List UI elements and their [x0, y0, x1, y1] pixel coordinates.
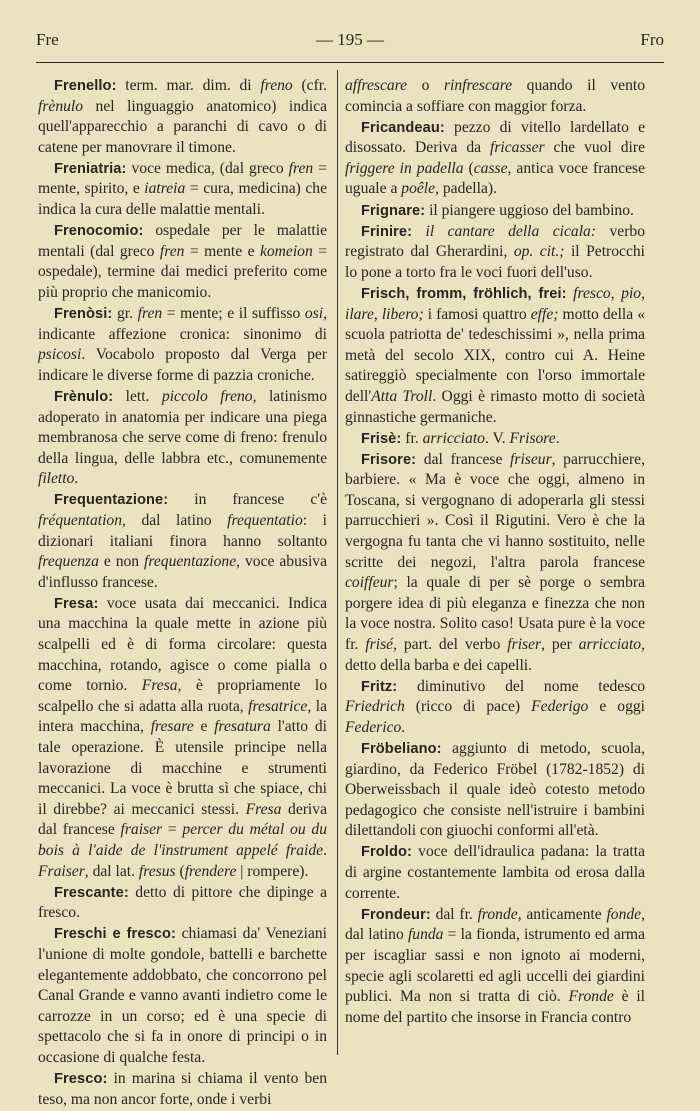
entry-definition: il cantare della cicala: verbo registrato dal Gherardini, op. cit.; il Petrocchi lo pone a torto fra le voci fuori dell'uso. — [345, 222, 646, 281]
entry-definition: gr. fren = mente; e il suffisso osi, indicante affezione cronica: sinonimo di psicosi. Vocabolo proposto dal Verga per indicare le diverse forme di pazzia croniche. — [38, 305, 327, 384]
entry-headword: Frinire: — [361, 223, 413, 240]
entry-definition: voce medica, (dal greco fren = mente, spirito, e iatreia = cura, medicina) che indica la cura delle malattie mentali. — [38, 159, 328, 219]
entry-headword: Freschi e fresco: — [54, 926, 176, 943]
dictionary-entry — [38, 76, 327, 158]
dictionary-entry — [345, 450, 645, 677]
entry-headword: Frisch, fromm, fröhlich, frei: — [361, 285, 567, 302]
entry-definition: pezzo di vitello lardellato e disossato. Deriva da fricasser che vuol dire friggere in padella (casse, antica voce francese uguale a poêle, padella). — [345, 118, 645, 198]
entry-headword: Frenello: — [54, 78, 117, 94]
page-header — [36, 30, 664, 52]
entry-definition: chiamasi da' Veneziani l'unione di molte gondole, battelli e barchette elegantemente addobbato, che concorrono pel Canal Grande e vanno avanti indietro come le carrozze in un corso; ed è una specie di spettacolo che si fa in onore di principi o in occasione di qualche festa. — [38, 925, 328, 1066]
dictionary-entry — [345, 76, 645, 117]
entry-definition: term. mar. dim. di freno (cfr. frènulo nel linguaggio anatomico) indica quell'apparecchio a paranchi di cavo o di catene per manovrare il timone. — [38, 77, 328, 156]
entry-definition: aggiunto di metodo, scuola, giardino, da Federico Fröbel (1782-1852) di Oberweissbach il quale ideò cotesto metodo pedagogico che consiste nell'istruire i bambini dilettandoli con giuochi conformi all'età. — [345, 740, 645, 840]
dictionary-entry — [38, 304, 327, 386]
dictionary-entry — [345, 677, 645, 739]
entry-headword: Fröbeliano: — [361, 741, 442, 757]
header-rule — [36, 62, 664, 63]
dictionary-entry — [345, 842, 645, 904]
entry-definition: ospedale per le malattie mentali (dal greco fren = mente e komeion = ospedale), termine dai medici preferito come più proprio che manicomio. — [38, 222, 327, 301]
entry-definition: fr. arricciato. V. Frisore. — [405, 429, 560, 447]
entry-headword: Fresco: — [54, 1071, 108, 1087]
header-right-guideword: Fro — [640, 30, 664, 49]
dictionary-entry — [38, 387, 327, 490]
entry-definition: lett. piccolo freno, latinismo adoperato in anatomia per indicare una piega membranosa che serve come di freno: frenulo della lingua, delle labbra etc., comunemente filetto. — [38, 387, 328, 488]
entry-headword: Fresa: — [54, 595, 99, 612]
page-number: — 195 — — [316, 30, 384, 49]
entry-headword: Frisè: — [361, 430, 402, 447]
entry-headword: Frescante: — [54, 884, 129, 901]
entry-definition: detto di pittore che dipinge a fresco. — [38, 883, 328, 922]
entry-headword: Frisore: — [361, 451, 417, 468]
entry-definition: in francese c'è fréquentation, dal latino frequentatio: i dizionari italiani finora hanno soltanto frequenza e non frequentazione, voce abusiva d'influsso francese. — [38, 491, 327, 591]
dictionary-entry — [38, 883, 327, 924]
entry-headword: Frignare: — [361, 202, 426, 219]
entry-headword: Freniatria: — [54, 160, 127, 177]
dictionary-entry — [38, 924, 327, 1068]
entry-headword: Froldo: — [361, 844, 412, 861]
dictionary-entry — [38, 594, 327, 882]
dictionary-entry — [345, 905, 645, 1029]
entry-headword: Frondeur: — [361, 906, 431, 923]
entry-headword: Fricandeau: — [361, 119, 445, 136]
entry-headword: Fritz: — [361, 678, 398, 695]
entry-definition: il piangere uggioso del bambino. — [429, 201, 634, 219]
entry-headword: Frequentazione: — [54, 492, 169, 509]
entry-definition: voce dell'idraulica padana: la tratta di argine costantemente lambita od erosa dalla corrente. — [345, 843, 645, 902]
dictionary-entry — [345, 284, 645, 428]
entry-definition: dal fr. fronde, anticamente fonde, dal latino funda = la fionda, istrumento ed arma per iscagliar sassi e non ignoto ai moderni, specie agli scolaretti ed agli uccelli dei giardini publici. Ma non si tratta di ciò. Fronde è il nome del partito che insorse in Francia contro — [345, 905, 645, 1026]
dictionary-entry — [345, 739, 645, 842]
entry-definition: dal francese friseur, parrucchiere, barbiere. « Ma è voce che oggi, almeno in Toscana, si vergognano di adoperarla gli stessi parrucchieri ». Così il Rigutini. Vero è che la vergogna fu tanta che vi hanno sostituito, nelle scritte dei negozi, l'altra parola francese coiffeur; la quale di per sè porge o sembra porgere idea di più eleganza e finezza che non la voce nostra. Solito caso! Usata pure è la voce fr. frisé, part. del verbo friser, per arricciato, detto della barba e dei capelli. — [345, 450, 645, 674]
right-column — [345, 76, 645, 1029]
dictionary-entry — [345, 118, 645, 200]
dictionary-entry — [38, 1069, 327, 1110]
entry-headword: Frènulo: — [54, 388, 114, 405]
entry-definition: diminutivo del nome tedesco Friedrich (ricco di pace) Federigo e oggi Federico. — [345, 677, 646, 736]
entry-headword: Frenòsi: — [54, 306, 113, 323]
entry-definition: in marina si chiama il vento ben teso, ma non ancor forte, onde i verbi — [38, 1070, 328, 1108]
dictionary-entry — [345, 222, 645, 284]
dictionary-entry — [345, 201, 645, 222]
dictionary-entry — [38, 490, 327, 593]
entry-definition: fresco, pio, ilare, libero; i famosi quattro effe; motto della « scuola patriotta de' tedeschissimi », nella prima metà del secolo XIX, contro cui A. Heine satireggiò specialmente con l'orso immortale dell'Atta Troll. Oggi è rimasto motto di società ginnastiche germaniche. — [345, 284, 646, 426]
entry-definition: voce usata dai meccanici. Indica una macchina la quale mette in azione più scalpelli ed è di forma circolare: questa macchina, rotando, agisce o come pialla o come tornio. Fresa, è propriamente lo scalpello che si adatta alla ruota, fresatrice, la intera macchina, fresare e fresatura l'atto di tale operazione. È utensile principe nella lavorazione di macchine e strumenti meccanici. La voce è brutta sì che spiace, chi il direbbe? ai meccanici stessi. Fresa deriva dal francese fraiser = percer du métal ou du bois à l'aide de l'instrument appelé fraide. Fraiser, dal lat. fresus (frendere | rompere). — [38, 594, 327, 880]
entry-definition: affrescare o rinfrescare quando il vento comincia a soffiare con maggior forza. — [345, 77, 645, 115]
dictionary-entry — [345, 429, 645, 450]
dictionary-entry — [38, 159, 327, 221]
column-divider — [337, 70, 338, 1055]
header-left-guideword: Fre — [36, 30, 59, 49]
dictionary-entry — [38, 221, 327, 303]
left-column — [38, 76, 327, 1111]
entry-headword: Frenocomio: — [54, 223, 144, 240]
